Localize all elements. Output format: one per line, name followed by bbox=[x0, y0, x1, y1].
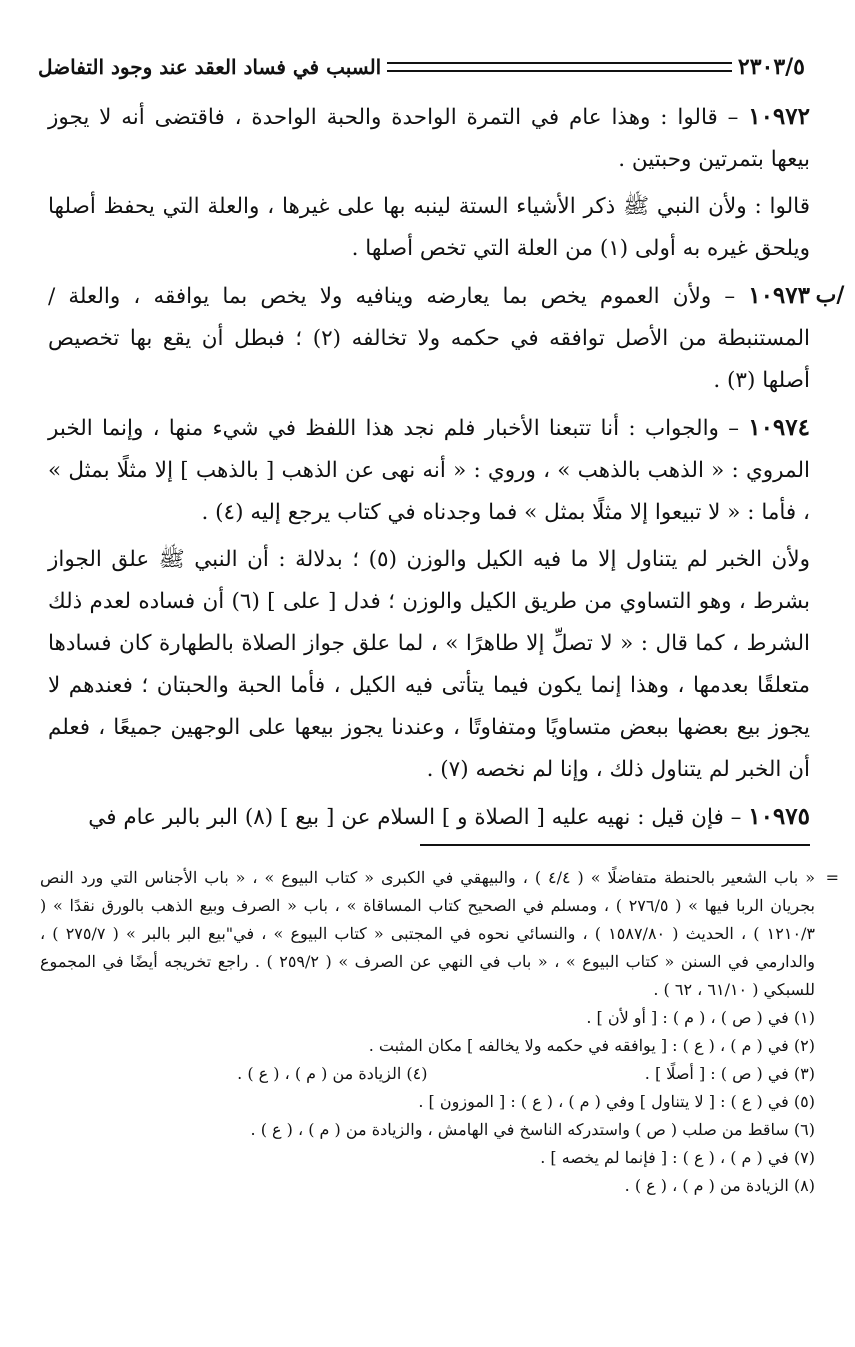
paragraph bbox=[48, 539, 810, 791]
paragraph bbox=[48, 796, 810, 839]
paragraph bbox=[48, 407, 810, 534]
paragraph bbox=[48, 96, 810, 181]
paragraph-number: ١٠٩٧٤ bbox=[748, 414, 810, 441]
footnote-5: (٥) في ( ع ) : [ لا يتناول ] وفي ( م ) ، ( ع ) : [ الموزون ] . bbox=[418, 1092, 815, 1111]
footnote-continuation-text: « باب الشعير بالحنطة متفاضلًا » ( ٤/٤ ) ، والبيهقي في الكبرى « كتاب البيوع » ، « باب الأجناس التي ورد النص بجريان الربا فيها » ( ٢٧٦/٥ ) ، ومسلم في الصحيح كتاب المساقاة » ، باب « الصرف وبيع الذهب بالورق نقدًا » ( ١٢١٠/٣ ) ، الحديث ( ١٥٨٧/٨٠ ) ، والنسائي نحوه في المجتبى « كتاب البيوع » ، في"بيع البر بالبر » ( ٢٧٥/٧ ) ، والدارمي في السنن « كتاب البيوع » ، « باب في النهي عن الصرف » ( ٢٥٩/٢ ) . راجع تخريجه أيضًا في المجموع للسبكي ( ٦١/١٠ ، ٦٢ ) . bbox=[40, 868, 816, 999]
paragraph-number: ١٠٩٧٥ bbox=[748, 803, 810, 830]
running-title: السبب في فساد العقد عند وجود التفاضل bbox=[38, 55, 382, 79]
main-text bbox=[48, 96, 810, 844]
footnote-1: (١) في ( ص ) ، ( م ) : [ أو لأن ] . bbox=[586, 1008, 815, 1027]
paragraph-text: – فإن قيل : نهيه عليه [ الصلاة و ] السلام عن [ بيع ] (٨) البر بالبر عام في bbox=[88, 805, 749, 830]
footnote-row bbox=[40, 1060, 815, 1088]
continuation-mark: = bbox=[825, 868, 839, 887]
paragraph-number: ١٠٩٧٢ bbox=[748, 103, 810, 130]
paragraph-text: قالوا : ولأن النبي ﷺ ذكر الأشياء الستة لينبه بها على غيرها ، والعلة التي يحفظ أصلها ويلحق غيره به أولى (١) من العلة التي تخص أصلها . bbox=[48, 194, 810, 261]
footnote-7: (٧) في ( م ) ، ( ع ) : [ فإنما لم يخصه ] . bbox=[540, 1148, 815, 1167]
paragraph-number: ١٠٩٧٣ bbox=[748, 282, 810, 309]
footnote-8: (٨) الزيادة من ( م ) ، ( ع ) . bbox=[624, 1176, 815, 1195]
footnote-continuation bbox=[40, 864, 839, 1004]
paragraph-text: – والجواب : أنا تتبعنا الأخبار فلم نجد هذا اللفظ في شيء منها ، وإنما الخبر المروي : « الذهب بالذهب » ، وروي : « أنه نهى عن الذهب [ بالذهب ] إلا مثلًا بمثل » ، فأما : « لا تبيعوا إلا مثلًا بمثل » فما وجدناه في كتاب يرجع إليه (٤) . bbox=[48, 416, 810, 525]
margin-folio-note: /ب bbox=[815, 282, 845, 308]
paragraph-text: ولأن الخبر لم يتناول إلا ما فيه الكيل والوزن (٥) ؛ بدلالة : أن النبي ﷺ علق الجواز بشرط ، وهو التساوي من طريق الكيل والوزن ؛ فدل [ على ] (٦) أن فساده لعدم ذلك الشرط ، كما قال : « لا تصلِّ إلا طاهرًا » ، لما علق جواز الصلاة بالطهارة كان فسادها متعلقًا بعدمها ، وهذا إنما يكون فيما يتأتى فيه الكيل ، فأما الحبة والحبتان ؛ فعندهم لا يجوز بيع بعضها ببعض متساويًا ومتفاوتًا ، وعندنا يجوز بيعها على الوجهين جميعًا ، فعلم أن الخبر لم يتناول ذلك ، وإنا لم نخصه (٧) . bbox=[48, 547, 810, 782]
page-reference: ٢٣٠٣/٥ bbox=[737, 54, 805, 80]
page-header bbox=[30, 50, 805, 84]
footnote-4: (٤) الزيادة من ( م ) ، ( ع ) . bbox=[237, 1064, 428, 1083]
footnote-6: (٦) ساقط من صلب ( ص ) واستدركه الناسخ في الهامش ، والزيادة من ( م ) ، ( ع ) . bbox=[250, 1120, 815, 1139]
paragraph bbox=[48, 275, 810, 402]
paragraph-text: – قالوا : وهذا عام في التمرة الواحدة والحبة الواحدة ، فاقتضى أنه لا يجوز بيعها بتمرتين وحبتين . bbox=[48, 105, 810, 172]
footnote-3: (٣) في ( ص ) : [ أصلًا ] . bbox=[644, 1064, 815, 1083]
footnote-2: (٢) في ( م ) ، ( ع ) : [ يوافقه في حكمه ولا يخالفه ] مكان المثبت . bbox=[368, 1036, 815, 1055]
footnote-separator bbox=[420, 844, 810, 846]
paragraph bbox=[48, 186, 810, 270]
header-rule bbox=[387, 62, 732, 72]
paragraph-text: – ولأن العموم يخص بما يعارضه وينافيه ولا يخص بما يوافقه ، والعلة / المستنبطة من الأصل توافقه في حكمه ولا تخالفه (٢) ؛ فبطل أن يقع بها تخصيص أصلها (٣) . bbox=[48, 284, 810, 393]
footnotes bbox=[40, 864, 839, 1200]
